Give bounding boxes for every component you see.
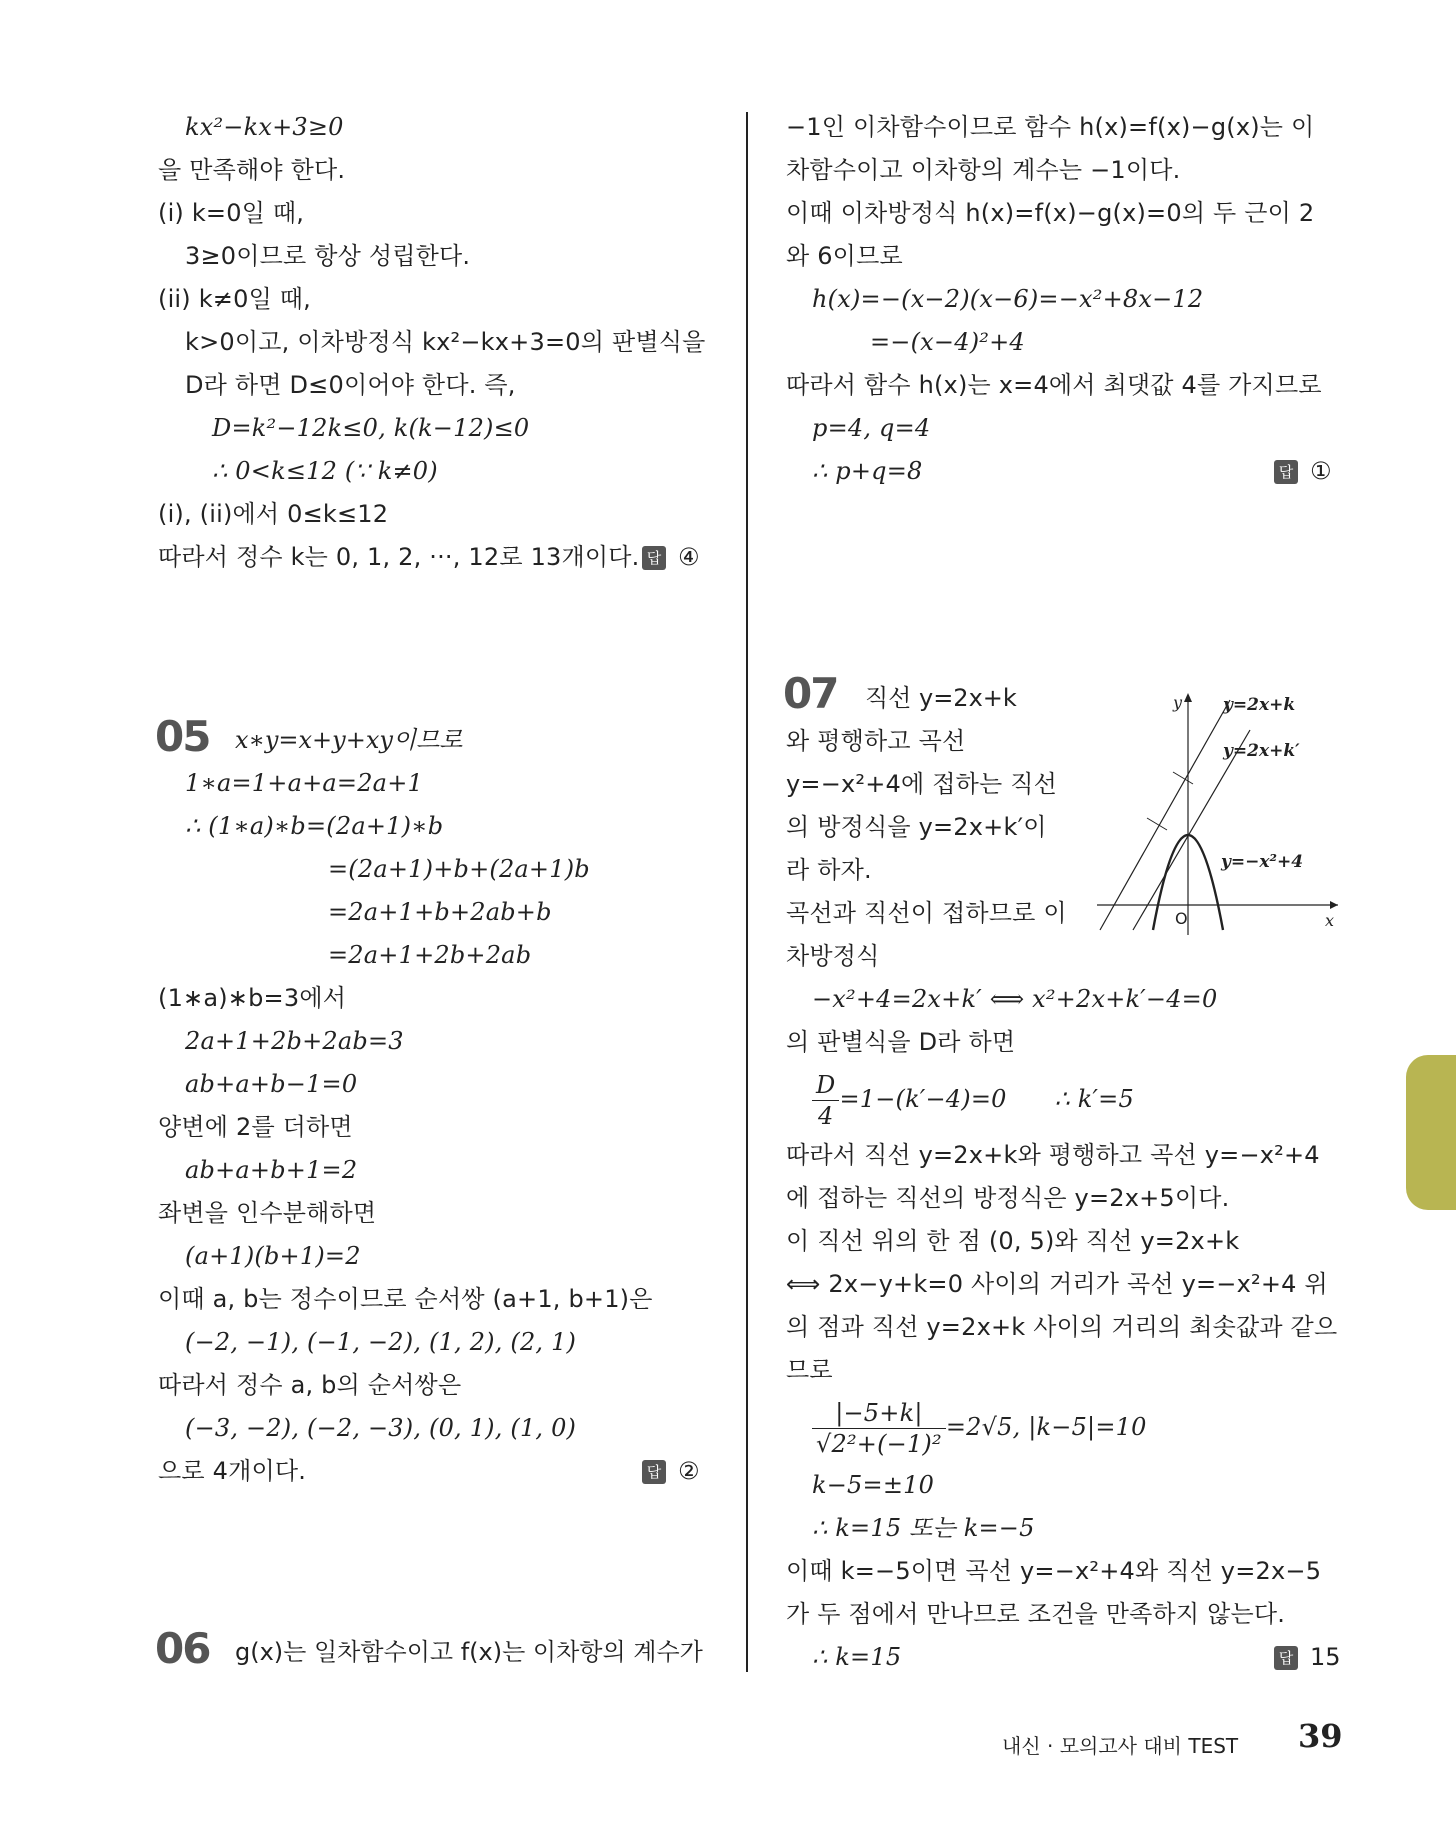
solution-line: 차방정식 (786, 942, 880, 970)
solution-line: D=k²−12k≤0, k(k−12)≤0 (212, 414, 530, 442)
solution-line: 을 만족해야 한다. (158, 156, 346, 184)
solution-line: 3≥0이므로 항상 성립한다. (185, 242, 471, 270)
question-number: 06 (155, 1624, 210, 1673)
solution-line: ab+a+b+1=2 (185, 1156, 358, 1184)
solution-line: (i) k=0일 때, (158, 199, 305, 227)
solution-line: 1∗a=1+a+a=2a+1 (185, 769, 423, 797)
solution-line: 므로 (786, 1356, 833, 1384)
solution-line: =2a+1+2b+2ab (328, 941, 532, 969)
solution-line: 의 판별식을 D라 하면 (786, 1028, 1016, 1056)
solution-line: 에 접하는 직선의 방정식은 y=2x+5이다. (786, 1184, 1230, 1212)
solution-line: 2a+1+2b+2ab=3 (185, 1027, 404, 1055)
question-head: x∗y=x+y+xy이므로 (235, 726, 463, 754)
graph-origin-label: O (1175, 909, 1188, 928)
solution-line: p=4, q=4 (812, 414, 931, 442)
answer-value: ② (678, 1457, 700, 1485)
solution-line: 라 하자. (786, 856, 872, 884)
equation-rest: =1−(k′−4)=0 (839, 1085, 1007, 1113)
solution-line: (i), (ii)에서 0≤k≤12 (158, 500, 389, 528)
solution-line: D라 하면 D≤0이어야 한다. 즉, (185, 371, 516, 399)
solution-line: =(2a+1)+b+(2a+1)b (328, 855, 590, 883)
solution-line: 차함수이고 이차항의 계수는 −1이다. (786, 156, 1181, 184)
solution-line: 양변에 2를 더하면 (158, 1113, 353, 1141)
solution-line: −1인 이차함수이므로 함수 h(x)=f(x)−g(x)는 이 (786, 113, 1315, 141)
solution-line: ∴ k=15 또는 k=−5 (812, 1514, 1035, 1542)
solution-line: (1∗a)∗b=3에서 (158, 984, 347, 1012)
fraction-numerator: |−5+k| (812, 1398, 946, 1429)
graph-label-line1: y=2x+k (1223, 695, 1296, 715)
solution-line: ⟺ 2x−y+k=0 사이의 거리가 곡선 y=−x²+4 위 (786, 1270, 1328, 1298)
answer-badge (1274, 456, 1332, 486)
solution-line: 와 평행하고 곡선 (786, 727, 966, 755)
answer-tag-icon: 답 (1274, 1646, 1298, 1670)
solution-line: (a+1)(b+1)=2 (185, 1242, 361, 1270)
column-divider (746, 112, 748, 1672)
footer-label: 내신 · 모의고사 대비 TEST (1002, 1734, 1239, 1758)
discriminant-equation (812, 1070, 1134, 1131)
solution-line: ab+a+b−1=0 (185, 1070, 358, 1098)
equation-result: ∴ k′=5 (1054, 1085, 1134, 1113)
answer-value: ① (1310, 457, 1332, 485)
graph-axis-y-label: y (1173, 693, 1183, 712)
answer-badge (1274, 1642, 1341, 1672)
solution-line: −x²+4=2x+k′ ⟺ x²+2x+k′−4=0 (812, 985, 1218, 1013)
solution-line: 좌변을 인수분해하면 (158, 1199, 377, 1227)
answer-badge (642, 1456, 700, 1486)
solution-line: 따라서 정수 a, b의 순서쌍은 (158, 1371, 462, 1399)
answer-value: ④ (678, 543, 700, 571)
solution-line: kx²−kx+3≥0 (185, 113, 344, 141)
solution-line: =−(x−4)²+4 (870, 328, 1025, 356)
solution-line: 이 직선 위의 한 점 (0, 5)와 직선 y=2x+k (786, 1227, 1240, 1255)
graph-axis-x-label: x (1325, 911, 1335, 930)
solution-line: y=−x²+4에 접하는 직선 (786, 770, 1057, 798)
fraction-numerator: D (812, 1070, 839, 1101)
solution-line: k−5=±10 (812, 1471, 935, 1499)
solution-line: (−2, −1), (−1, −2), (1, 2), (2, 1) (185, 1328, 577, 1356)
answer-tag-icon: 답 (642, 1460, 666, 1484)
distance-equation (812, 1398, 1147, 1459)
solution-line: (ii) k≠0일 때, (158, 285, 311, 313)
solution-line: 가 두 점에서 만나므로 조건을 만족하지 않는다. (786, 1600, 1286, 1628)
answer-value: 15 (1310, 1643, 1341, 1671)
solution-line: ∴ k=15 (812, 1643, 902, 1671)
fraction-denominator: √2²+(−1)² (816, 1430, 942, 1458)
solution-line: ∴ 0<k≤12 (∵ k≠0) (212, 457, 438, 485)
fraction-denominator: 4 (817, 1102, 834, 1130)
solution-line: 따라서 정수 k는 0, 1, 2, ···, 12로 13개이다. (158, 543, 640, 571)
solution-line: 의 점과 직선 y=2x+k 사이의 거리의 최솟값과 같으 (786, 1313, 1338, 1341)
solution-line: k>0이고, 이차방정식 kx²−kx+3=0의 판별식을 (185, 328, 706, 356)
page-number: 39 (1298, 1717, 1343, 1755)
question-number: 05 (155, 712, 210, 761)
solution-line: 곡선과 직선이 접하므로 이 (786, 899, 1067, 927)
solution-line: 의 방정식을 y=2x+k′이 (786, 813, 1047, 841)
solution-line: ∴ p+q=8 (812, 457, 923, 485)
solution-line: 따라서 함수 h(x)는 x=4에서 최댓값 4를 가지므로 (786, 371, 1322, 399)
answer-tag-icon: 답 (642, 546, 666, 570)
solution-line: 이때 a, b는 정수이므로 순서쌍 (a+1, b+1)은 (158, 1285, 653, 1313)
solution-line: =2a+1+b+2ab+b (328, 898, 552, 926)
graph-label-curve: y=−x²+4 (1221, 852, 1304, 872)
fraction (812, 1398, 946, 1459)
solution-line: h(x)=−(x−2)(x−6)=−x²+8x−12 (812, 285, 1204, 313)
line-y-2x-k (1100, 700, 1230, 930)
question-head: g(x)는 일차함수이고 f(x)는 이차항의 계수가 (235, 1638, 703, 1666)
solution-line: ∴ (1∗a)∗b=(2a+1)∗b (185, 812, 444, 840)
answer-badge (642, 542, 700, 572)
solution-line: 따라서 직선 y=2x+k와 평행하고 곡선 y=−x²+4 (786, 1141, 1320, 1169)
x-axis-arrow (1330, 901, 1338, 909)
question-head: 직선 y=2x+k (865, 684, 1017, 712)
solution-line: 으로 4개이다. (158, 1457, 307, 1485)
solution-line: 이때 이차방정식 h(x)=f(x)−g(x)=0의 두 근이 2 (786, 199, 1315, 227)
solution-line: 이때 k=−5이면 곡선 y=−x²+4와 직선 y=2x−5 (786, 1557, 1322, 1585)
y-axis-arrow (1184, 693, 1192, 702)
graph-label-line2: y=2x+k′ (1223, 741, 1300, 761)
solution-line: (−3, −2), (−2, −3), (0, 1), (1, 0) (185, 1414, 577, 1442)
tangent-line-graph (1095, 690, 1340, 935)
section-side-tab (1406, 1055, 1456, 1210)
solution-line: 와 6이므로 (786, 242, 903, 270)
fraction (812, 1070, 839, 1131)
question-number: 07 (783, 669, 838, 718)
equation-rest: =2√5, |k−5|=10 (945, 1413, 1147, 1441)
answer-tag-icon: 답 (1274, 460, 1298, 484)
